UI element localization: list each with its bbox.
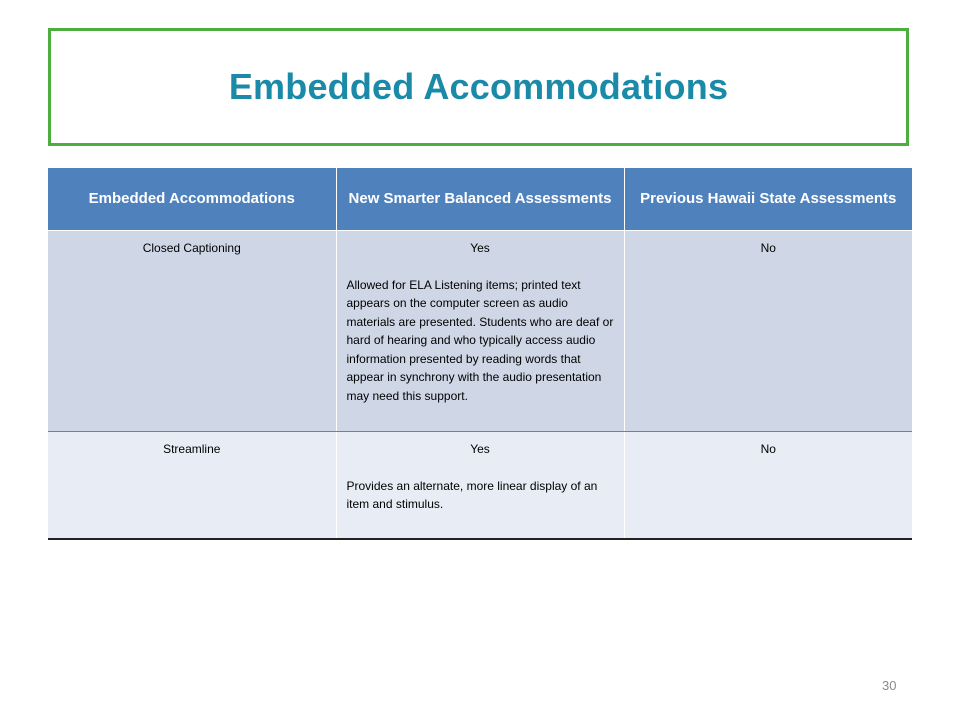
sbac-cell: [336, 432, 624, 540]
page-number: 30: [882, 678, 897, 693]
header-hawaii-state: Previous Hawaii State Assessments: [624, 168, 912, 231]
table-row: [48, 432, 912, 540]
accommodations-table: [48, 168, 912, 540]
sbac-value: Yes: [470, 442, 490, 456]
sbac-cell: [336, 231, 624, 432]
header-embedded-accommodations: Embedded Accommodations: [48, 168, 336, 231]
accommodation-name: Closed Captioning: [48, 231, 336, 432]
hsa-value: No: [624, 231, 912, 432]
sbac-note: Allowed for ELA Listening items; printed text appears on the computer screen as audio materials are presented. Students who are deaf or hard of hearing and who typically access audio information presented by reading words that appear in synchrony with the audio presentation may need this support.: [346, 277, 614, 403]
accommodation-name: Streamline: [48, 432, 336, 540]
title-frame: [48, 28, 909, 146]
table-header-row: [48, 168, 912, 231]
header-smarter-balanced: New Smarter Balanced Assessments: [336, 168, 624, 231]
table-row: [48, 231, 912, 432]
slide-title: Embedded Accommodations: [228, 66, 729, 107]
hsa-value: No: [624, 432, 912, 540]
sbac-value: Yes: [470, 241, 490, 255]
sbac-note: Provides an alternate, more linear display of an item and stimulus.: [346, 478, 598, 511]
